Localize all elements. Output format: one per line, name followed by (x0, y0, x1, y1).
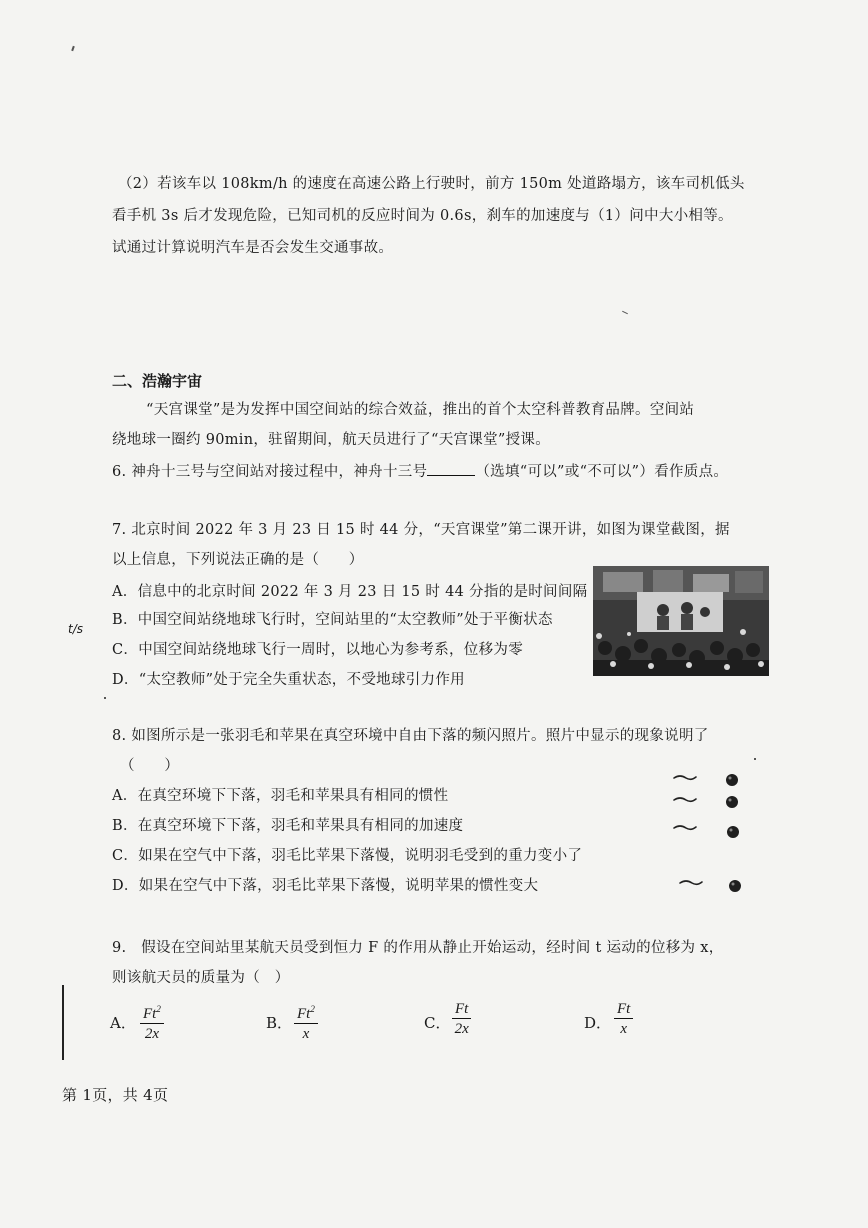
scan-speck (104, 697, 106, 699)
q8-option-c[interactable]: C．如果在空气中下落，羽毛比苹果下落慢，说明羽毛受到的重力变小了 (112, 848, 583, 864)
q7-option-a[interactable]: A．信息中的北京时间 2022 年 3 月 23 日 15 时 44 分指的是时间间隔 (112, 584, 588, 600)
q8-option-a[interactable]: A．在真空环境下下落，羽毛和苹果具有相同的惯性 (112, 788, 449, 804)
q2-line-3: 试通过计算说明汽车是否会发生交通事故。 (112, 240, 394, 256)
apple-icon (726, 774, 738, 786)
q9-choice-a-label[interactable]: A． (110, 1014, 136, 1032)
q7-stem-line-1: 7. 北京时间 2022 年 3 月 23 日 15 时 44 分，“天宫课堂”第二课开讲，如图为课堂截图，据 (112, 522, 730, 538)
apple-icon (729, 880, 741, 892)
feather-apple-strobe-figure (670, 768, 770, 898)
q9-choice-a-fraction[interactable]: $\frac{Ft^2}{2x}$ (140, 1000, 164, 1044)
q9-choice-d-fraction[interactable]: $\frac{Ft}{x}$ (614, 1000, 633, 1039)
scan-speck (71, 46, 75, 51)
apple-icon (727, 826, 739, 838)
apple-icon (726, 796, 738, 808)
q8-stem-line-1: 8. 如图所示是一张羽毛和苹果在真空环境中自由下落的频闪照片。照片中显示的现象说明了 (112, 728, 709, 744)
section-intro-line-2: 绕地球一圈约 90min，驻留期间，航天员进行了“天宫课堂”授课。 (112, 432, 551, 448)
margin-note: t/s (68, 622, 83, 636)
q9-choice-b-fraction[interactable]: $\frac{Ft^2}{x}$ (294, 1000, 318, 1044)
q2-line-1: （2）若该车以 108km/h 的速度在高速公路上行驶时，前方 150m 处道路塌方，该车司机低头 (118, 176, 745, 192)
feather-icon (674, 776, 696, 779)
q2-line-2: 看手机 3s 后才发现危险，已知司机的反应时间为 0.6s，刹车的加速度与（1）问中大小相等。 (112, 208, 733, 224)
q8-option-d[interactable]: D．如果在空气中下落，羽毛比苹果下落慢，说明苹果的惯性变大 (112, 878, 539, 894)
q7-option-b[interactable]: B．中国空间站绕地球飞行时，空间站里的“太空教师”处于平衡状态 (112, 612, 553, 628)
q9-stem-line-2: 则该航天员的质量为（ ） (112, 970, 290, 986)
q7-stem-line-2: 以上信息，下列说法正确的是（ ） (112, 552, 364, 568)
q7-option-c[interactable]: C．中国空间站绕地球飞行一周时，以地心为参考系，位移为零 (112, 642, 523, 658)
q6-text-before: 6. 神舟十三号与空间站对接过程中，神舟十三号 (112, 464, 428, 480)
q8-option-b[interactable]: B．在真空环境下下落，羽毛和苹果具有相同的加速度 (112, 818, 464, 834)
scan-speck (622, 311, 628, 314)
q9-choice-d-label[interactable]: D． (584, 1014, 612, 1032)
q7-option-d[interactable]: D．“太空教师”处于完全失重状态，不受地球引力作用 (112, 672, 465, 688)
section-intro-line-1: “天宫课堂”是为发挥中国空间站的综合效益，推出的首个太空科普教育品牌。空间站 (146, 402, 695, 418)
q8-stem-line-2: （ ） (120, 758, 180, 774)
feather-icon (674, 826, 696, 829)
question-6 (112, 460, 728, 481)
q9-choice-c-label[interactable]: C． (424, 1014, 451, 1032)
section-title: 二、浩瀚宇宙 (112, 372, 203, 390)
feather-icon (674, 798, 696, 801)
q9-stem-line-1: 9. 假设在空间站里某航天员受到恒力 F 的作用从静止开始运动，经时间 t 运动的位移为 x， (112, 940, 724, 956)
classroom-screenshot-image (593, 566, 769, 676)
q9-choice-c-fraction[interactable]: $\frac{Ft}{2x}$ (452, 1000, 471, 1039)
answer-blank[interactable] (427, 463, 475, 476)
q6-text-after: （选填“可以”或“不可以”）看作质点。 (475, 464, 729, 480)
q9-choice-b-label[interactable]: B． (266, 1014, 293, 1032)
feather-icon (680, 881, 702, 884)
scan-speck (754, 758, 756, 760)
margin-rule (62, 985, 64, 1060)
page-footer: 第 1页，共 4页 (62, 1086, 169, 1104)
